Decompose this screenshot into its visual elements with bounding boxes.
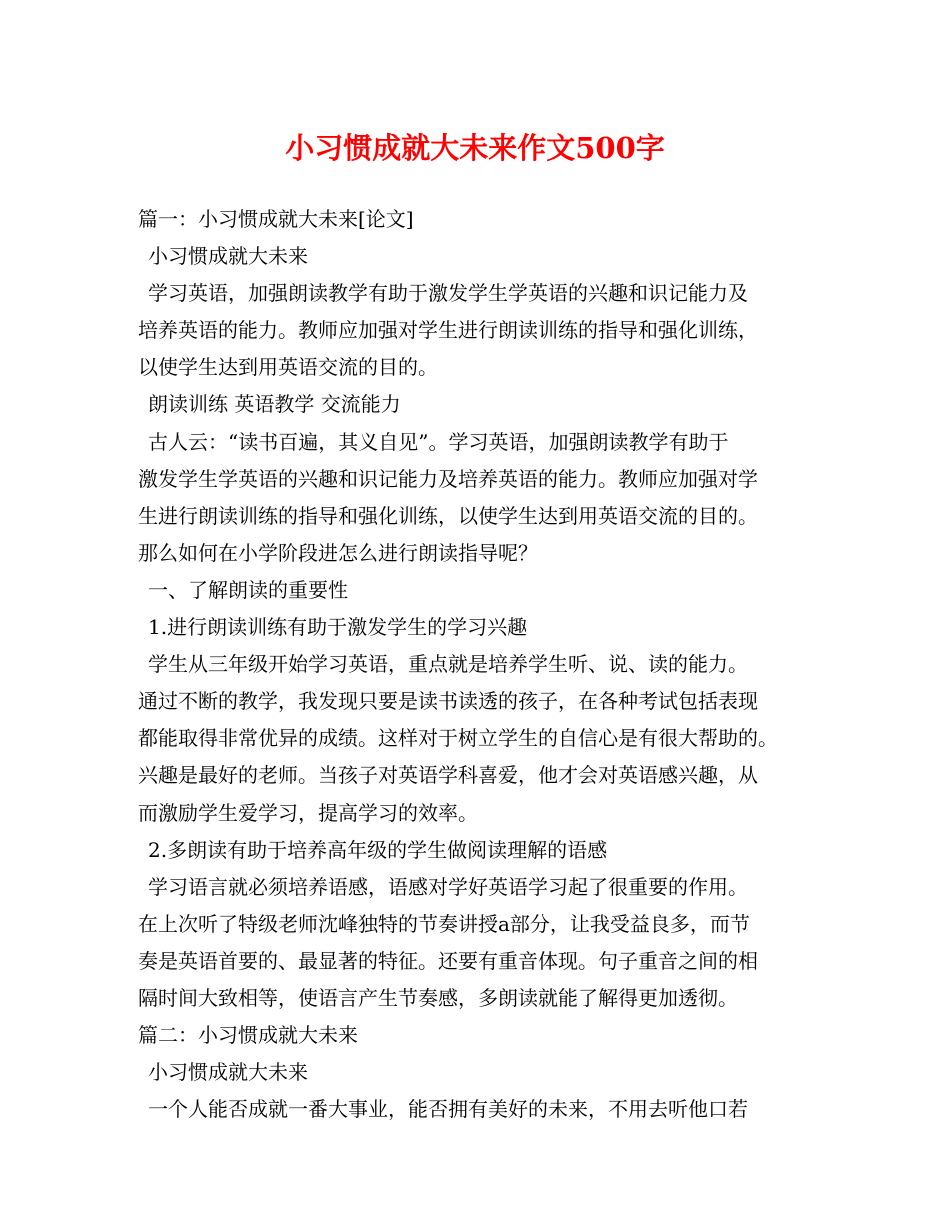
text-line: 小习惯成就大未来 bbox=[148, 1060, 308, 1085]
document-body bbox=[138, 201, 828, 1128]
text-line: 篇二：小习惯成就大未来 bbox=[138, 1023, 358, 1048]
text-line: 古人云：“读书百遍，其义自见”。学习英语，加强朗读教学有助于 bbox=[148, 429, 729, 454]
text-line: 在上次听了特级老师沈峰独特的节奏讲授a部分，让我受益良多，而节 bbox=[138, 911, 750, 936]
text-line: 1.进行朗读训练有助于激发学生的学习兴趣 bbox=[148, 615, 528, 640]
text-line: 那么如何在小学阶段进怎么进行朗读指导呢？ bbox=[138, 540, 538, 565]
text-line: 篇一：小习惯成就大未来[论文] bbox=[138, 207, 414, 231]
text-line: 通过不断的教学，我发现只要是读书读透的孩子，在各种考试包括表现 bbox=[138, 689, 758, 714]
document-title: 小习惯成就大未来作文500字 bbox=[285, 131, 665, 165]
text-line: 小习惯成就大未来 bbox=[148, 244, 308, 269]
text-line: 2.多朗读有助于培养高年级的学生做阅读理解的语感 bbox=[148, 837, 608, 862]
text-line: 学生从三年级开始学习英语，重点就是培养学生听、说、读的能力。 bbox=[148, 652, 748, 677]
text-line: 一、了解朗读的重要性 bbox=[148, 577, 348, 602]
text-line: 隔时间大致相等，使语言产生节奏感，多朗读就能了解得更加透彻。 bbox=[138, 985, 738, 1010]
text-line: 学习语言就必须培养语感，语感对学好英语学习起了很重要的作用。 bbox=[148, 874, 748, 899]
text-line: 激发学生学英语的兴趣和识记能力及培养英语的能力。教师应加强对学 bbox=[138, 466, 758, 491]
text-line: 都能取得非常优异的成绩。这样对于树立学生的自信心是有很大帮助的。 bbox=[138, 726, 778, 751]
text-line: 以使学生达到用英语交流的目的。 bbox=[138, 355, 438, 380]
text-line: 而激励学生爱学习，提高学习的效率。 bbox=[138, 800, 478, 825]
text-line: 培养英语的能力。教师应加强对学生进行朗读训练的指导和强化训练， bbox=[138, 318, 758, 343]
text-line: 一个人能否成就一番大事业，能否拥有美好的未来，不用去听他口若 bbox=[148, 1097, 748, 1122]
text-line: 兴趣是最好的老师。当孩子对英语学科喜爱，他才会对英语感兴趣，从 bbox=[138, 763, 758, 788]
text-line: 生进行朗读训练的指导和强化训练，以使学生达到用英语交流的目的。 bbox=[138, 503, 758, 528]
text-line: 奏是英语首要的、最显著的特征。还要有重音体现。句子重音之间的相 bbox=[138, 948, 758, 973]
text-line: 朗读训练 英语教学 交流能力 bbox=[148, 392, 401, 417]
text-line: 学习英语，加强朗读教学有助于激发学生学英语的兴趣和识记能力及 bbox=[148, 281, 748, 306]
